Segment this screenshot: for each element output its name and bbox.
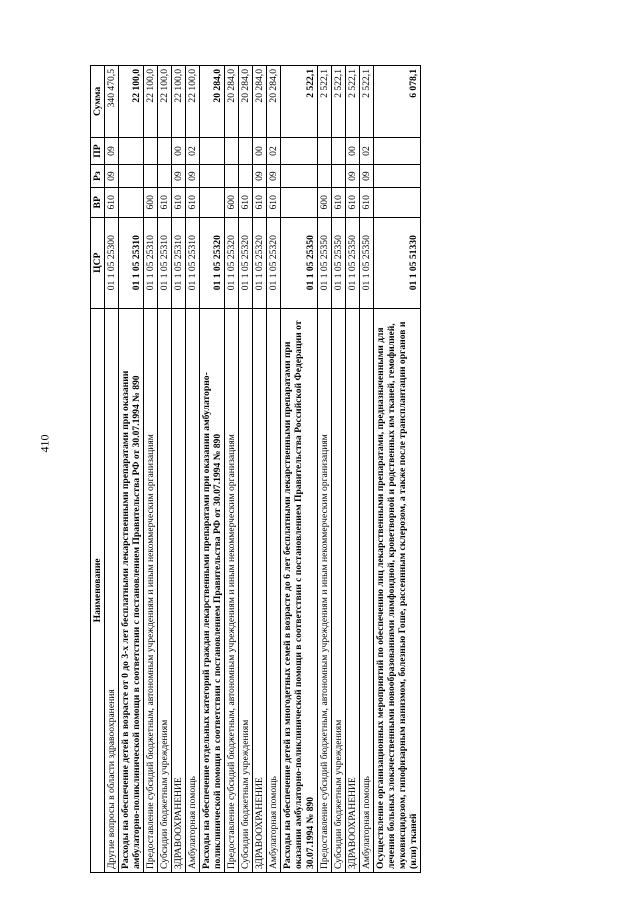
header-pr: ПР <box>91 137 105 164</box>
cell-vr <box>200 188 225 218</box>
cell-csr: 01 1 05 25310 <box>119 217 144 308</box>
cell-rz: 09 <box>345 165 359 188</box>
cell-sum: 20 284,0 <box>267 66 281 138</box>
cell-rz <box>239 165 253 188</box>
cell-csr: 01 1 05 25350 <box>359 217 373 308</box>
cell-sum: 20 284,0 <box>225 66 239 138</box>
cell-vr: 600 <box>225 188 239 218</box>
header-sum: Сумма <box>91 66 105 138</box>
cell-csr: 01 1 05 25350 <box>281 217 317 308</box>
table-row <box>105 66 119 873</box>
cell-csr: 01 1 05 25350 <box>331 217 345 308</box>
cell-sum: 340 470,5 <box>105 66 119 138</box>
cell-csr: 01 1 05 25310 <box>144 217 158 308</box>
cell-csr: 01 1 05 25310 <box>186 217 200 308</box>
table-body <box>105 66 421 873</box>
cell-vr <box>281 188 317 218</box>
cell-sum: 20 284,0 <box>200 66 225 138</box>
table-row <box>267 66 281 873</box>
cell-sum: 2 522,1 <box>331 66 345 138</box>
cell-pr: 00 <box>253 137 267 164</box>
cell-vr: 610 <box>172 188 186 218</box>
cell-rz: 09 <box>172 165 186 188</box>
cell-name: Осуществление организационных мероприятий по обеспечению лиц лекарственными препаратами, предназначенными для лечения больных злокачественными новообразованиями лимфоидной, кроветворной и родственных им тканей, гемофилией, муковисцидозом, гипофизарным нанизмом, болезнью Гоше, рассеянным склерозом, а также после трансплантации органов и (или) тканей <box>373 308 420 872</box>
cell-sum: 22 100,0 <box>158 66 172 138</box>
cell-pr: 02 <box>267 137 281 164</box>
cell-csr: 01 1 05 51330 <box>373 217 420 308</box>
cell-sum: 20 284,0 <box>239 66 253 138</box>
cell-vr: 610 <box>253 188 267 218</box>
cell-pr <box>373 137 420 164</box>
cell-name: Предоставление субсидий бюджетным, автономным учреждениям и иным некоммерческим организациям <box>225 308 239 872</box>
cell-rz <box>317 165 331 188</box>
cell-pr: 02 <box>186 137 200 164</box>
cell-sum: 22 100,0 <box>144 66 158 138</box>
cell-vr: 600 <box>144 188 158 218</box>
table-row <box>345 66 359 873</box>
cell-sum: 2 522,1 <box>345 66 359 138</box>
cell-pr: 09 <box>105 137 119 164</box>
cell-csr: 01 1 05 25320 <box>267 217 281 308</box>
cell-rz: 09 <box>253 165 267 188</box>
table-row <box>253 66 267 873</box>
cell-pr <box>225 137 239 164</box>
page-number: 410 <box>37 434 52 453</box>
table-row <box>172 66 186 873</box>
cell-name: Амбулаторная помощь <box>186 308 200 872</box>
table-row <box>158 66 172 873</box>
cell-sum: 2 522,1 <box>359 66 373 138</box>
cell-vr: 610 <box>186 188 200 218</box>
cell-rz <box>200 165 225 188</box>
cell-sum: 2 522,1 <box>317 66 331 138</box>
cell-name: Другие вопросы в области здравоохранения <box>105 308 119 872</box>
header-rz: Рз <box>91 165 105 188</box>
cell-name: Амбулаторная помощь <box>267 308 281 872</box>
cell-csr: 01 1 05 25310 <box>172 217 186 308</box>
cell-pr <box>331 137 345 164</box>
budget-table-sheet <box>90 65 419 873</box>
cell-rz <box>331 165 345 188</box>
cell-name: Расходы на обеспечение детей в возрасте от 0 до 3-х лет бесплатными лекарственными препаратами при оказании амбулаторно-поликлинической помощи в соответствии с постановлением Правительства РФ от 30.07.1994 № 890 <box>119 308 144 872</box>
cell-csr: 01 1 05 25300 <box>105 217 119 308</box>
cell-pr <box>239 137 253 164</box>
table-row <box>186 66 200 873</box>
cell-pr: 00 <box>345 137 359 164</box>
cell-vr <box>119 188 144 218</box>
table-row <box>281 66 317 873</box>
table-row <box>225 66 239 873</box>
table-row <box>359 66 373 873</box>
rotated-table-area <box>90 65 419 873</box>
cell-pr <box>158 137 172 164</box>
cell-vr: 610 <box>158 188 172 218</box>
cell-sum: 22 100,0 <box>186 66 200 138</box>
header-name: Наименование <box>91 308 105 872</box>
cell-name: Субсидии бюджетным учреждениям <box>239 308 253 872</box>
cell-csr: 01 1 05 25320 <box>253 217 267 308</box>
cell-vr: 600 <box>317 188 331 218</box>
cell-pr <box>281 137 317 164</box>
cell-csr: 01 1 05 25310 <box>158 217 172 308</box>
cell-rz <box>119 165 144 188</box>
cell-csr: 01 1 05 25320 <box>200 217 225 308</box>
cell-name: ЗДРАВООХРАНЕНИЕ <box>345 308 359 872</box>
cell-sum: 2 522,1 <box>281 66 317 138</box>
cell-rz <box>281 165 317 188</box>
cell-vr: 610 <box>331 188 345 218</box>
cell-rz <box>225 165 239 188</box>
cell-pr <box>144 137 158 164</box>
cell-csr: 01 1 05 25350 <box>345 217 359 308</box>
cell-vr: 610 <box>105 188 119 218</box>
cell-sum: 20 284,0 <box>253 66 267 138</box>
cell-sum: 22 100,0 <box>172 66 186 138</box>
cell-rz: 09 <box>267 165 281 188</box>
budget-table <box>90 65 421 873</box>
cell-sum: 6 078,1 <box>373 66 420 138</box>
cell-rz: 09 <box>186 165 200 188</box>
table-row <box>331 66 345 873</box>
table-row <box>317 66 331 873</box>
cell-vr: 610 <box>267 188 281 218</box>
cell-vr <box>373 188 420 218</box>
cell-name: Субсидии бюджетным учреждениям <box>331 308 345 872</box>
cell-rz <box>144 165 158 188</box>
table-row <box>200 66 225 873</box>
table-row <box>144 66 158 873</box>
cell-sum: 22 100,0 <box>119 66 144 138</box>
cell-name: Расходы на обеспечение отдельных категорий граждан лекарственными препаратами при оказании амбулаторно-поликлинической помощи в соответствии с постановлением Правительства РФ от 30.07.1994 № 890 <box>200 308 225 872</box>
cell-name: Предоставление субсидий бюджетным, автономным учреждениям и иным некоммерческим организациям <box>317 308 331 872</box>
cell-csr: 01 1 05 25320 <box>225 217 239 308</box>
cell-name: Предоставление субсидий бюджетным, автономным учреждениям и иным некоммерческим организациям <box>144 308 158 872</box>
cell-csr: 01 1 05 25350 <box>317 217 331 308</box>
cell-name: Субсидии бюджетным учреждениям <box>158 308 172 872</box>
header-csr: ЦСР <box>91 217 105 308</box>
header-vr: ВР <box>91 188 105 218</box>
cell-pr <box>317 137 331 164</box>
table-header-row <box>91 66 105 873</box>
cell-rz <box>158 165 172 188</box>
cell-name: ЗДРАВООХРАНЕНИЕ <box>172 308 186 872</box>
cell-pr <box>200 137 225 164</box>
cell-vr: 610 <box>239 188 253 218</box>
cell-pr: 02 <box>359 137 373 164</box>
table-row <box>373 66 420 873</box>
cell-rz <box>373 165 420 188</box>
cell-pr <box>119 137 144 164</box>
cell-name: Расходы на обеспечение детей из многодетных семей в возрасте до 6 лет бесплатными лекарственными препаратами при оказании амбулаторно-поликлинической помощи в соответствии с постановлением Правительства Российской Федерации от 30.07.1994 № 890 <box>281 308 317 872</box>
cell-pr: 00 <box>172 137 186 164</box>
table-row <box>119 66 144 873</box>
cell-name: ЗДРАВООХРАНЕНИЕ <box>253 308 267 872</box>
table-row <box>239 66 253 873</box>
cell-vr: 610 <box>345 188 359 218</box>
cell-csr: 01 1 05 25320 <box>239 217 253 308</box>
cell-rz: 09 <box>359 165 373 188</box>
cell-rz: 09 <box>105 165 119 188</box>
cell-name: Амбулаторная помощь <box>359 308 373 872</box>
cell-vr: 610 <box>359 188 373 218</box>
